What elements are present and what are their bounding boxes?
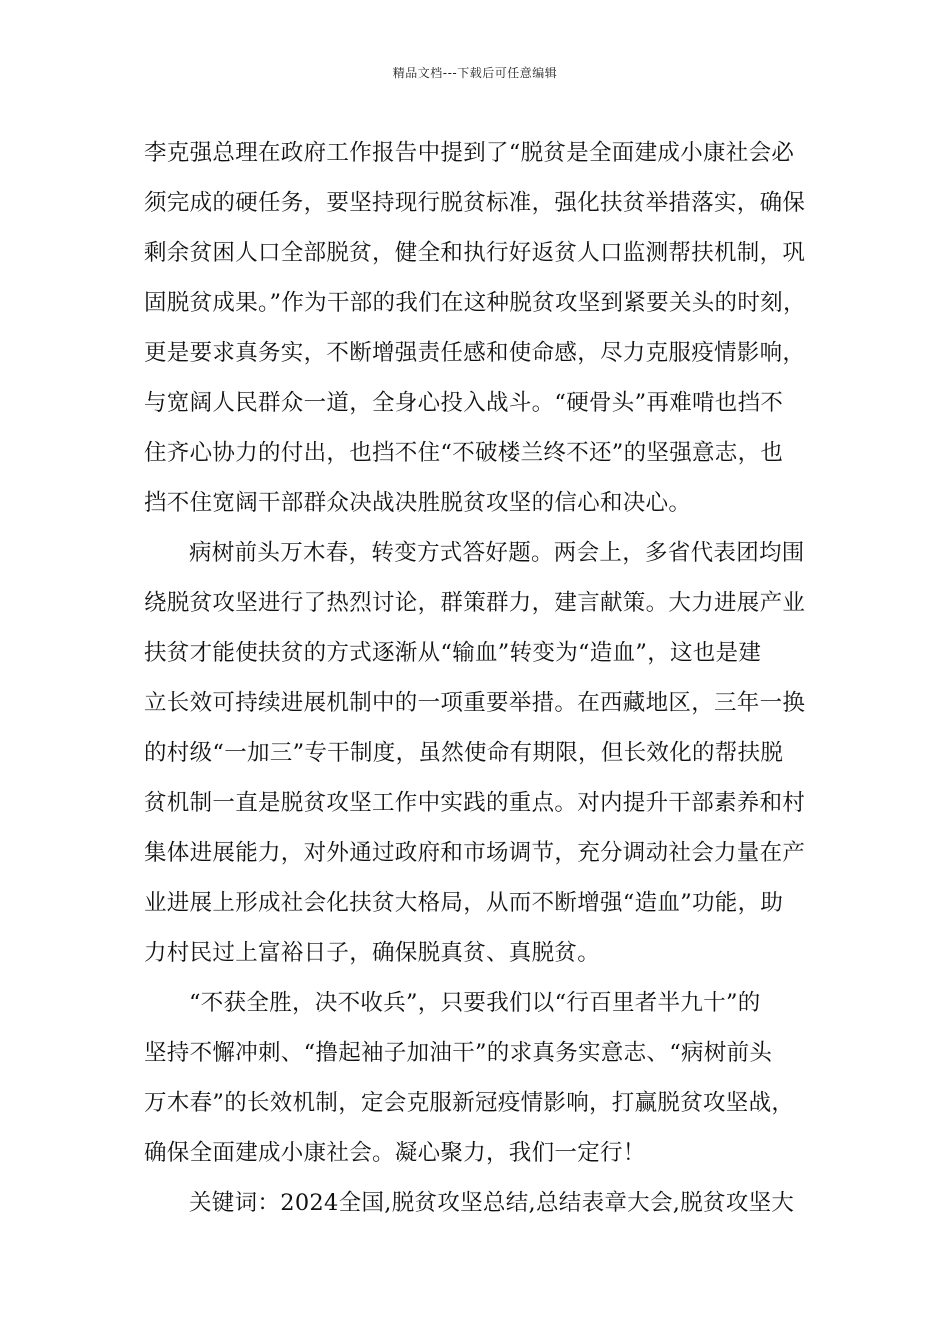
text-line: 与宽阔人民群众一道，全身心投入战斗。“硬骨头”再难啃也挡不 xyxy=(144,390,784,416)
text-line: 扶贫才能使扶贫的方式逐渐从“输血”转变为“造血”，这也是建 xyxy=(144,640,762,666)
page-header: 精品文档---下载后可任意编辑 xyxy=(392,66,558,80)
text-line: 住齐心协力的付出，也挡不住“不破楼兰终不还”的坚强意志，也 xyxy=(144,440,784,466)
text-line: 李克强总理在政府工作报告中提到了“脱贫是全面建成小康社会必 xyxy=(144,140,795,166)
paragraph-3 xyxy=(144,978,824,1178)
text-line: 挡不住宽阔干部群众决战决胜脱贫攻坚的信心和决心。 xyxy=(144,490,692,516)
text-line: 病树前头万木春，转变方式答好题。两会上，多省代表团均围 xyxy=(189,540,805,566)
text-line: 力村民过上富裕日子，确保脱真贫、真脱贫。 xyxy=(144,940,601,966)
keywords-paragraph xyxy=(144,1178,824,1228)
text-line: 须完成的硬任务，要坚持现行脱贫标准，强化扶贫举措落实，确保 xyxy=(144,190,806,216)
text-line: 立长效可持续进展机制中的一项重要举措。在西藏地区，三年一换 xyxy=(144,690,806,716)
text-line: 贫机制一直是脱贫攻坚工作中实践的重点。对内提升干部素养和村 xyxy=(144,790,806,816)
keywords-line: 关键词：2024全国,脱贫攻坚总结,总结表章大会,脱贫攻坚大 xyxy=(189,1190,795,1216)
document-body xyxy=(144,128,824,1228)
text-line: 集体进展能力，对外通过政府和市场调节，充分调动社会力量在产 xyxy=(144,840,806,866)
paragraph-1 xyxy=(144,128,824,528)
text-line: 业进展上形成社会化扶贫大格局，从而不断增强“造血”功能，助 xyxy=(144,890,784,916)
text-line: 剩余贫困人口全部脱贫，健全和执行好返贫人口监测帮扶机制，巩 xyxy=(144,240,806,266)
text-line: 固脱贫成果。”作为干部的我们在这种脱贫攻坚到紧要关头的时刻， xyxy=(144,290,806,316)
text-line: 更是要求真务实，不断增强责任感和使命感，尽力克服疫情影响， xyxy=(144,340,806,366)
text-line: “不获全胜，决不收兵”，只要我们以“行百里者半九十”的 xyxy=(189,990,761,1016)
paragraph-2 xyxy=(144,528,824,978)
text-line: 坚持不懈冲刺、“撸起袖子加油干”的求真务实意志、“病树前头 xyxy=(144,1040,773,1066)
text-line: 的村级“一加三”专干制度，虽然使命有期限，但长效化的帮扶脱 xyxy=(144,740,784,766)
text-line: 确保全面建成小康社会。凝心聚力，我们一定行！ xyxy=(144,1140,646,1166)
text-line: 万木春”的长效机制，定会克服新冠疫情影响，打赢脱贫攻坚战， xyxy=(144,1090,795,1116)
text-line: 绕脱贫攻坚进行了热烈讨论，群策群力，建言献策。大力进展产业 xyxy=(144,590,806,616)
